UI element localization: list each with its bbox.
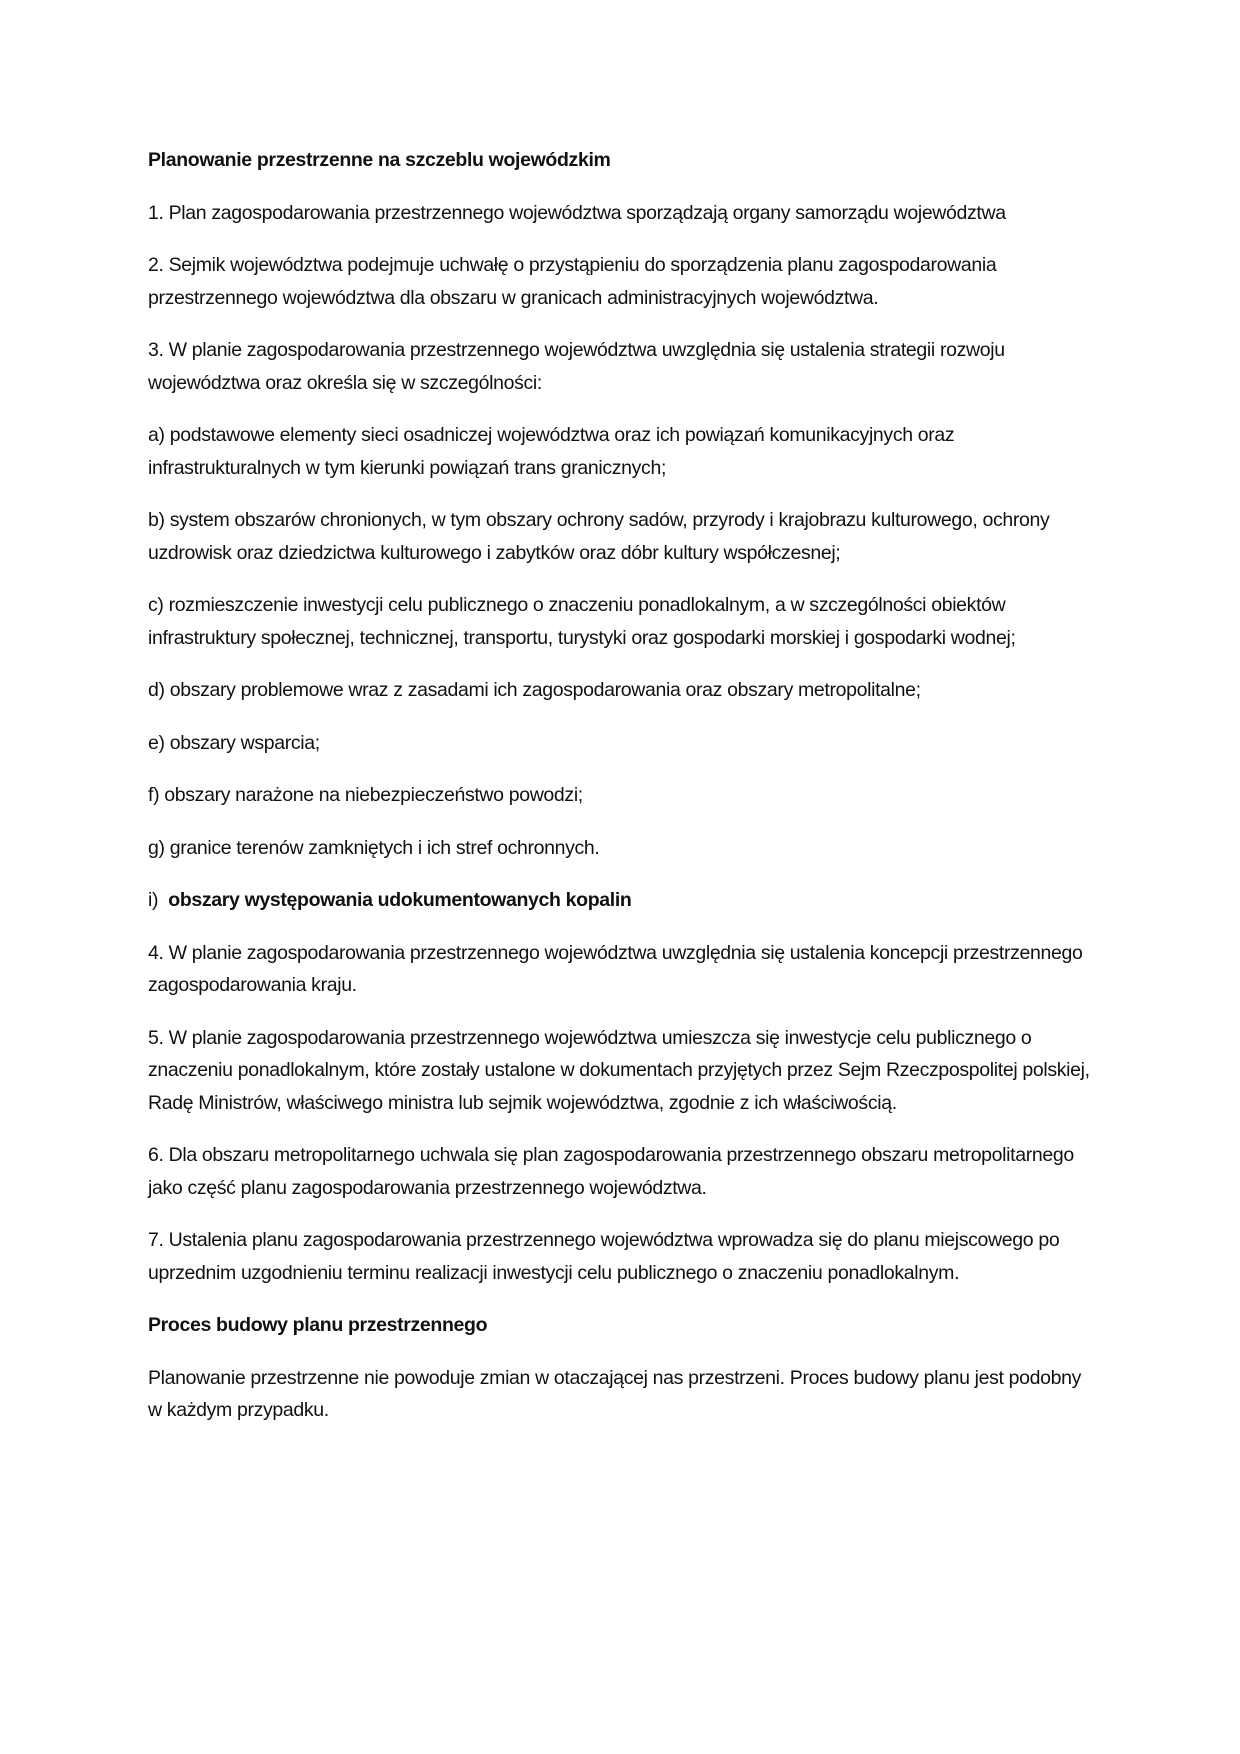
list-item-d: d) obszary problemowe wraz z zasadami ich zagospodarowania oraz obszary metropolitalne; xyxy=(148,679,921,701)
list-item-g: g) granice terenów zamkniętych i ich stref ochronnych. xyxy=(148,836,600,859)
list-item-e: e) obszary wsparcia; xyxy=(148,731,320,754)
section-heading-voivodeship-planning: Planowanie przestrzenne na szczeblu wojewódzkim xyxy=(148,149,611,171)
list-item-a: a) podstawowe elementy sieci osadniczej województwa oraz ich powiązań komunikacyjnych oraz infrastrukturalnych w tym kierunki powiązań trans granicznych; xyxy=(148,424,955,479)
paragraph-6: 6. Dla obszaru metropolitarnego uchwala się plan zagospodarowania przestrzennego obszaru metropolitarnego jako część planu zagospodarowania przestrzennego województwa. xyxy=(148,1144,1074,1199)
paragraph-5: 5. W planie zagospodarowania przestrzennego województwa umieszcza się inwestycje celu publicznego o znaczeniu ponadlokalnym, które zostały ustalone w dokumentach przyjętych przez Sejm Rzeczpospolitej polskiej, Radę Ministrów, właściwego ministra lub sejmik województwa, zgodnie z ich właściwością. xyxy=(148,1026,1090,1114)
paragraph-7: 7. Ustalenia planu zagospodarowania przestrzennego województwa wprowadza się do planu miejscowego po uprzednim uzgodnieniu terminu realizacji inwestycji celu publicznego o znaczeniu ponadlokalnym. xyxy=(148,1229,1060,1284)
paragraph-2: 2. Sejmik województwa podejmuje uchwałę o przystąpieniu do sporządzenia planu zagospodarowania przestrzennego województwa dla obszaru w granicach administracyjnych województwa. xyxy=(148,254,997,309)
document-page xyxy=(148,144,1098,1447)
list-item-i xyxy=(148,884,1098,917)
paragraph-1: 1. Plan zagospodarowania przestrzennego województwa sporządzają organy samorządu województwa xyxy=(148,201,1006,224)
paragraph-3: 3. W planie zagospodarowania przestrzennego województwa uwzględnia się ustalenia strategii rozwoju województwa oraz określa się w szczególności: xyxy=(148,339,1005,394)
section-heading-plan-process: Proces budowy planu przestrzennego xyxy=(148,1314,488,1336)
list-item-f: f) obszary narażone na niebezpieczeństwo powodzi; xyxy=(148,784,583,806)
paragraph-8: Planowanie przestrzenne nie powoduje zmian w otaczającej nas przestrzeni. Proces budowy planu jest podobny w każdym przypadku. xyxy=(148,1366,1082,1421)
list-item-i-prefix: i) xyxy=(148,889,169,911)
paragraph-4: 4. W planie zagospodarowania przestrzennego województwa uwzględnia się ustalenia koncepcji przestrzennego zagospodarowania kraju. xyxy=(148,941,1083,996)
list-item-c: c) rozmieszczenie inwestycji celu publicznego o znaczeniu ponadlokalnym, a w szczególności obiektów infrastruktury społecznej, technicznej, transportu, turystyki oraz gospodarki morskiej i gospodarki wodnej; xyxy=(148,594,1016,649)
list-item-b: b) system obszarów chronionych, w tym obszary ochrony sadów, przyrody i krajobrazu kulturowego, ochrony uzdrowisk oraz dziedzictwa kulturowego i zabytków oraz dóbr kultury współczesnej; xyxy=(148,509,1050,564)
list-item-i-text: obszary występowania udokumentowanych kopalin xyxy=(168,889,632,911)
